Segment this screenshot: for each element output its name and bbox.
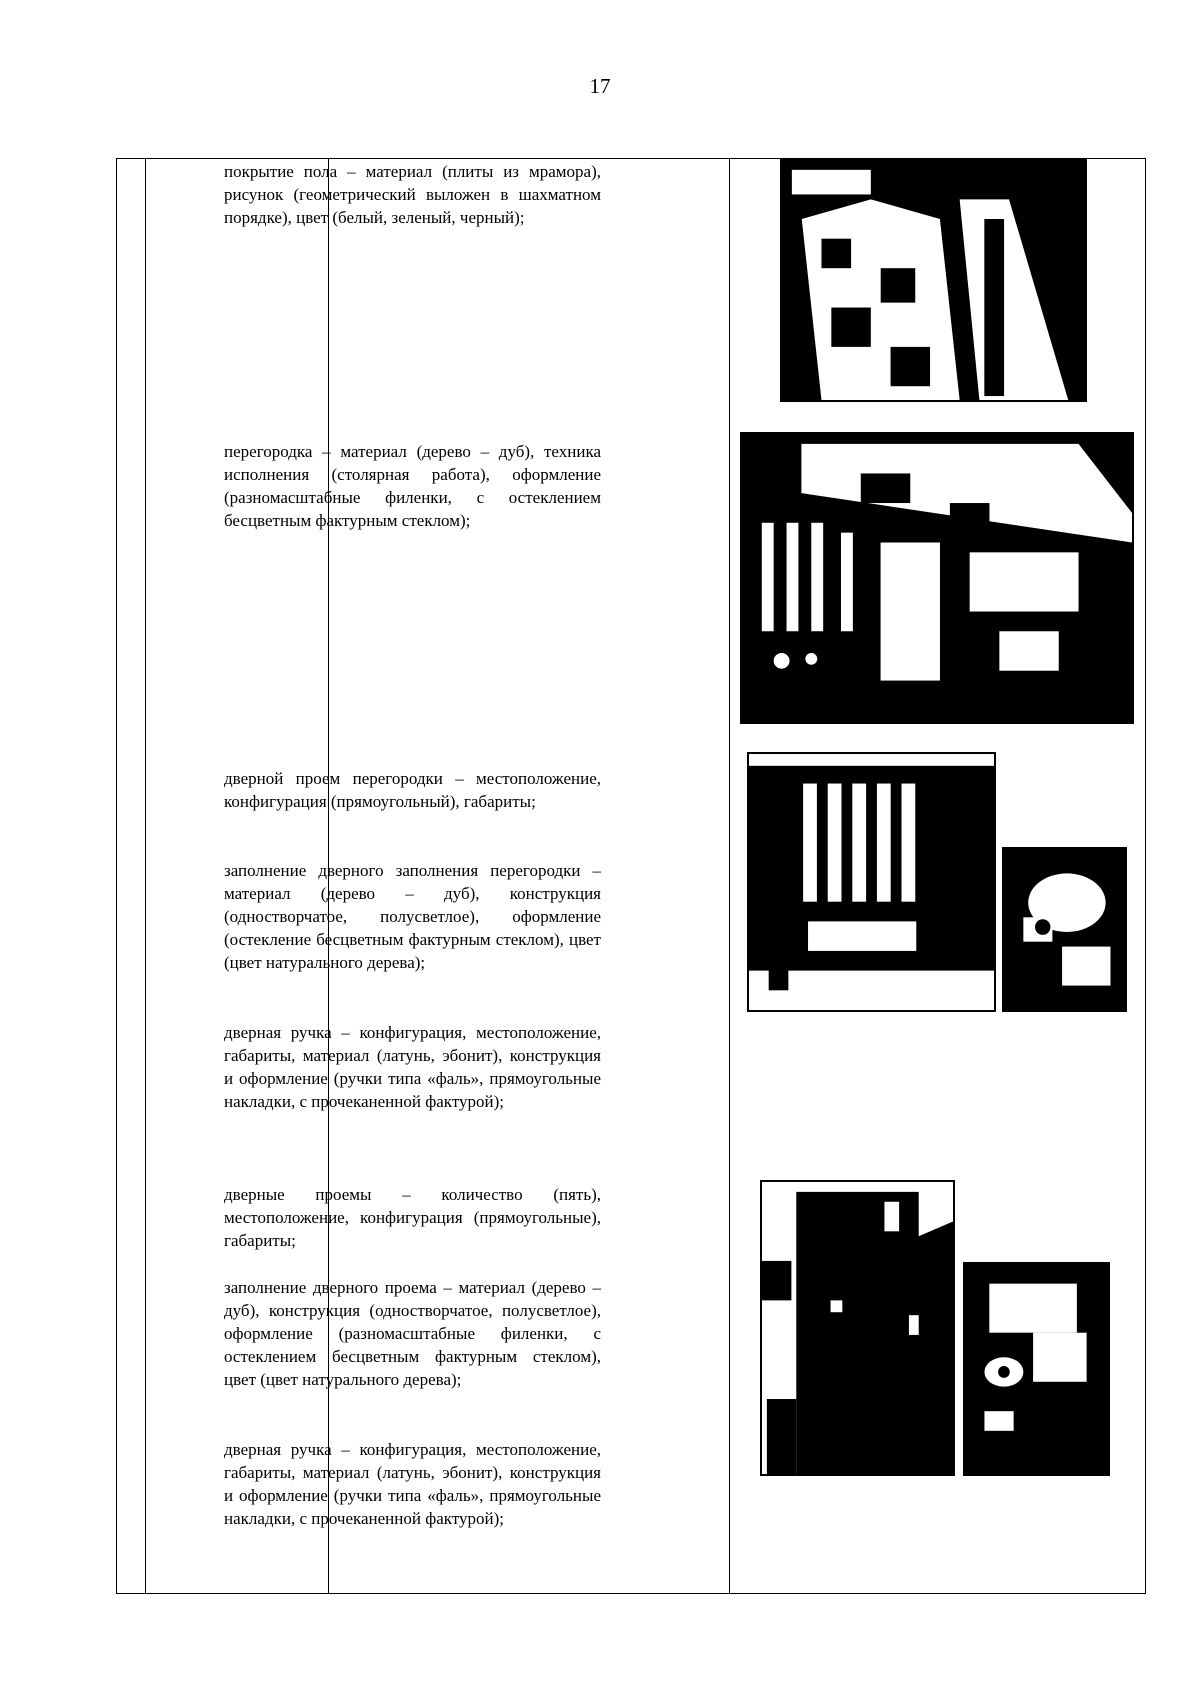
paragraph-text: покрытие пола – материал (плиты из мрамора), рисунок (геометрический выложен в шахматном порядке), цвет (белый, зеленый, черный);	[224, 162, 601, 227]
paragraph-text: дверной проем перегородки – местоположение, конфигурация (прямоугольный), габариты;	[224, 769, 601, 811]
page-number: 17	[589, 74, 611, 98]
paragraph-text: заполнение дверного заполнения перегородки – материал (дерево – дуб), конструкция (одностворчатое, полусветлое), оформление (остекление бесцветным фактурным стеклом), цвет (цвет натурального дерева);	[224, 861, 601, 972]
door-handle-photo	[963, 1262, 1110, 1476]
paragraph-text: дверные проемы – количество (пять), местоположение, конфигурация (прямоугольные), габариты;	[224, 1185, 601, 1250]
paragraph-partition-door-fill	[224, 859, 601, 974]
paragraph-door-handle-1	[224, 1021, 601, 1113]
paragraph-door-handle-2	[224, 1438, 601, 1530]
column-divider	[729, 159, 730, 1593]
door-photo	[760, 1180, 955, 1476]
paragraph-partition	[224, 440, 601, 532]
paragraph-door-fill	[224, 1276, 601, 1391]
paragraph-text: дверная ручка – конфигурация, местоположение, габариты, материал (латунь, эбонит), конструкция и оформление (ручки типа «фаль», прямоугольные накладки, с прочеканенной фактурой);	[224, 1023, 601, 1111]
partition-door-handle-photo	[1002, 847, 1127, 1012]
paragraph-floor	[224, 160, 601, 229]
paragraph-text: дверная ручка – конфигурация, местоположение, габариты, материал (латунь, эбонит), конструкция и оформление (ручки типа «фаль», прямоугольные накладки, с прочеканенной фактурой);	[224, 1440, 601, 1528]
paragraph-doorways	[224, 1183, 601, 1252]
partition-door-photo	[747, 752, 996, 1012]
column-divider	[145, 159, 146, 1593]
paragraph-text: заполнение дверного проема – материал (дерево – дуб), конструкция (одностворчатое, полусветлое), оформление (разномасштабные филенки, с остеклением бесцветным фактурным стеклом), цвет (цвет натурального дерева);	[224, 1278, 601, 1389]
paragraph-partition-doorway	[224, 767, 601, 813]
partition-photo	[740, 432, 1134, 724]
floor-photo	[780, 158, 1087, 402]
paragraph-text: перегородка – материал (дерево – дуб), техника исполнения (столярная работа), оформление (разномасштабные филенки, с остеклением бесцветным фактурным стеклом);	[224, 442, 601, 530]
